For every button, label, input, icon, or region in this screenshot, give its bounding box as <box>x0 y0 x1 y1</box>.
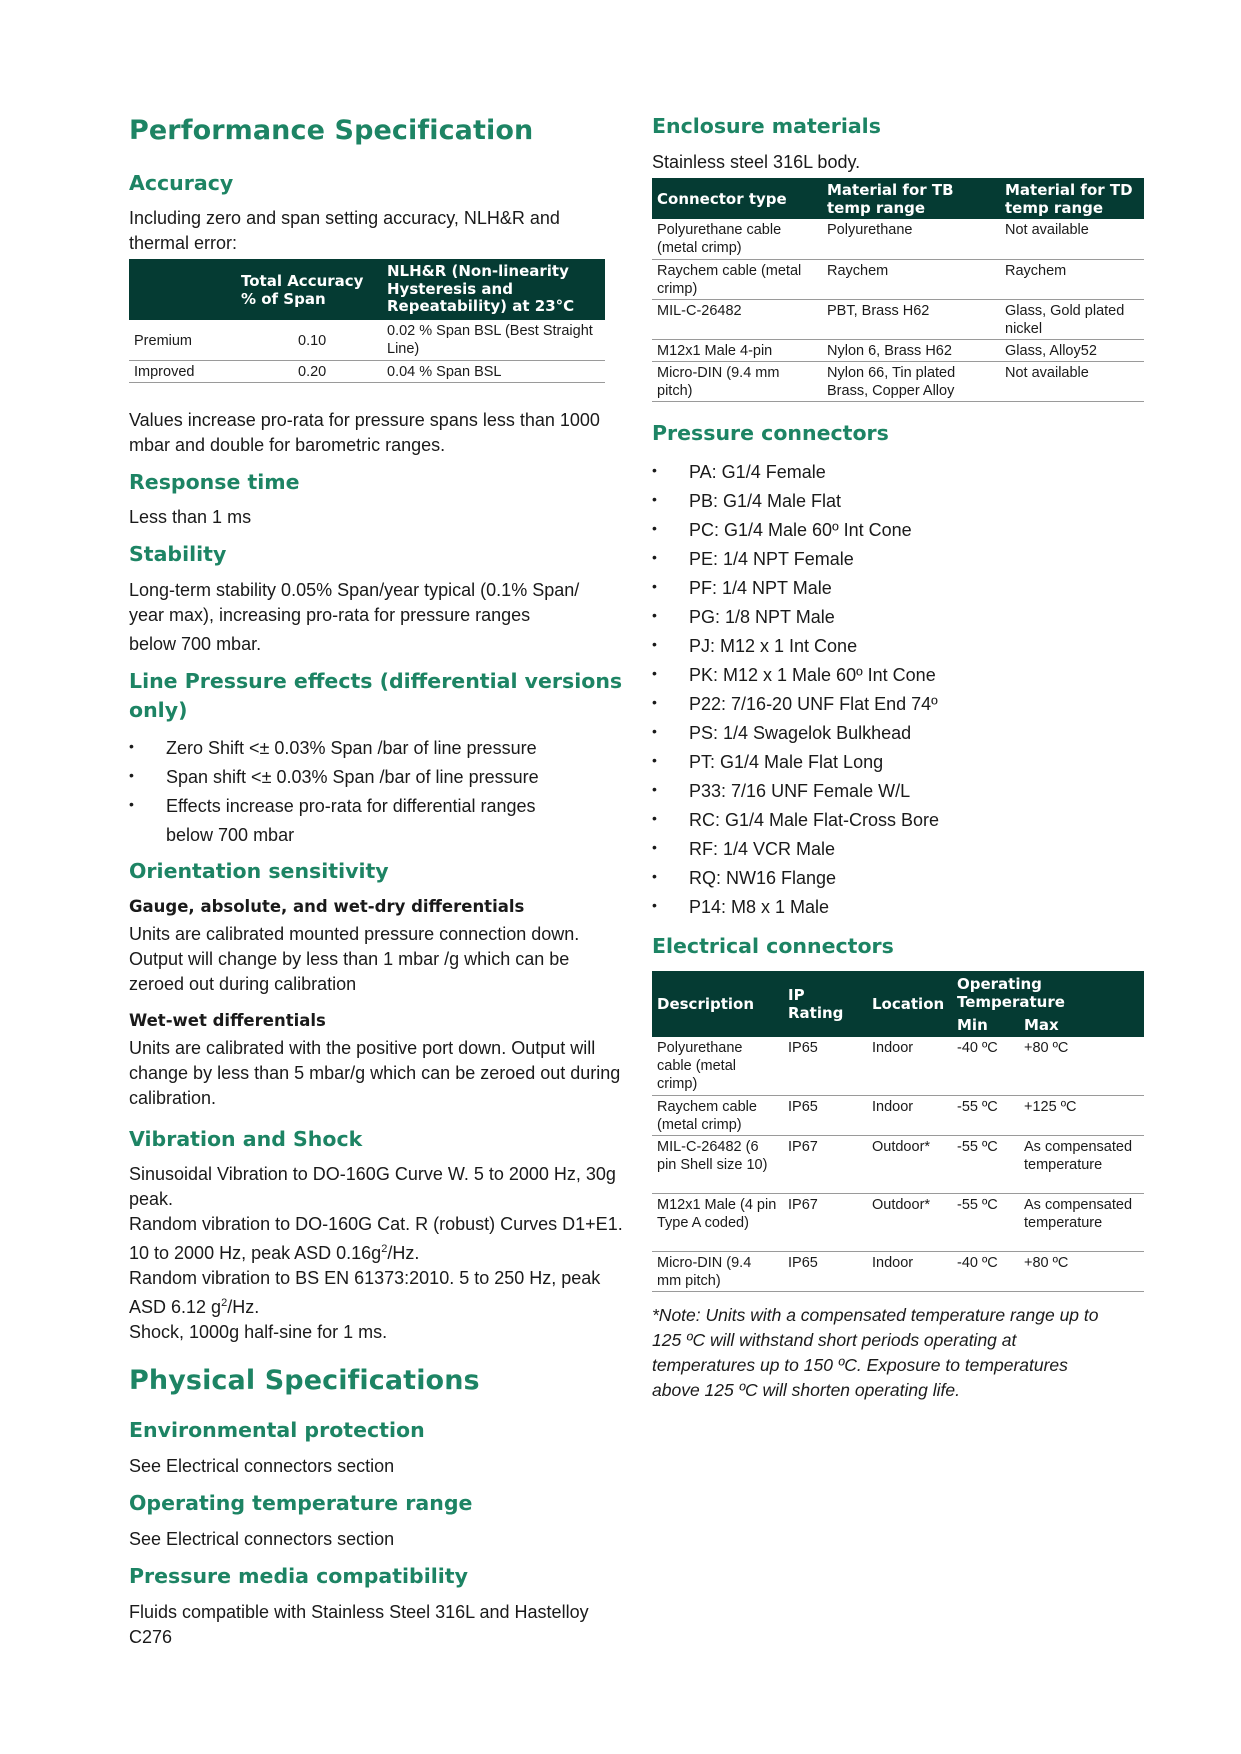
bullet: • <box>652 781 657 797</box>
enclosure-td: Glass, Gold plated nickel <box>1000 299 1144 339</box>
list-item <box>652 607 1132 636</box>
bullet: • <box>652 810 657 826</box>
electrical-table <box>652 971 1144 1292</box>
electrical-max: +80 ºC <box>1019 1037 1144 1095</box>
accuracy-table <box>129 259 605 383</box>
bullet: • <box>652 462 657 478</box>
electrical-col-min: Min <box>952 1013 1019 1037</box>
vibration-line-3-sup: 2 <box>221 1297 228 1309</box>
electrical-col-ip: IP Rating <box>783 971 867 1037</box>
list-item-text: PC: G1/4 Male 60º Int Cone <box>689 520 912 540</box>
accuracy-note: Values increase pro-rata for pressure spans less than 1000 mbar and double for barometric ranges. <box>129 410 600 455</box>
accuracy-col-total: Total Accuracy % of Span <box>236 259 382 320</box>
enclosure-td: Glass, Alloy52 <box>1000 339 1144 361</box>
list-item <box>652 810 1132 839</box>
accuracy-grade: Premium <box>129 320 236 360</box>
accuracy-nlhr: 0.04 % Span BSL <box>382 360 605 382</box>
electrical-ip: IP67 <box>783 1135 867 1193</box>
list-item-text: PA: G1/4 Female <box>689 462 826 482</box>
table-row <box>652 339 1144 361</box>
stability-line-1: Long-term stability 0.05% Span/year typical (0.1% Span/ <box>129 580 580 600</box>
orientation-text-2: Units are calibrated with the positive port down. Output will change by less than 5 mbar/g which can be zeroed out during calibration. <box>129 1038 621 1108</box>
electrical-description: MIL-C-26482 (6 pin Shell size 10) <box>652 1135 783 1193</box>
vibration-line-2-text: Random vibration to DO-160G Cat. R (robust) Curves D1+E1. 10 to 2000 Hz, peak ASD 0.16g <box>129 1214 623 1263</box>
enclosure-heading: Enclosure materials <box>652 114 881 138</box>
list-item <box>129 796 619 825</box>
table-row <box>652 1193 1144 1251</box>
table-row <box>652 219 1144 259</box>
enclosure-connector: Micro-DIN (9.4 mm pitch) <box>652 361 822 401</box>
table-row <box>129 320 605 360</box>
vibration-line-2-unit: /Hz. <box>387 1243 420 1263</box>
vibration-heading: Vibration and Shock <box>129 1127 363 1151</box>
enclosure-col-td: Material for TD temp range <box>1000 178 1144 219</box>
accuracy-grade: Improved <box>129 360 236 382</box>
orientation-heading: Orientation sensitivity <box>129 859 389 883</box>
bullet: • <box>129 796 134 812</box>
bullet: • <box>652 491 657 507</box>
electrical-ip: IP67 <box>783 1193 867 1251</box>
list-item-text: Zero Shift <± 0.03% Span /bar of line pressure <box>166 738 537 758</box>
line-pressure-heading-2: only) <box>129 698 188 722</box>
list-item <box>652 578 1132 607</box>
list-item <box>129 738 619 767</box>
orientation-sub-2: Wet-wet differentials <box>129 1011 326 1030</box>
list-item <box>652 897 1132 926</box>
list-item <box>652 694 1132 723</box>
electrical-min: -55 ºC <box>952 1135 1019 1193</box>
bullet: • <box>652 665 657 681</box>
line-pressure-heading-1: Line Pressure effects (differential versions <box>129 669 623 693</box>
bullet: • <box>652 520 657 536</box>
electrical-location: Indoor <box>867 1095 952 1135</box>
vibration-line-3-unit: /Hz. <box>227 1297 260 1317</box>
response-heading: Response time <box>129 470 300 494</box>
enclosure-tb: Nylon 66, Tin plated Brass, Copper Alloy <box>822 361 1000 401</box>
list-item <box>652 781 1132 810</box>
orientation-sub-1: Gauge, absolute, and wet-dry differentials <box>129 897 525 916</box>
bullet: • <box>652 839 657 855</box>
enclosure-td: Not available <box>1000 361 1144 401</box>
list-item-text: below 700 mbar <box>166 825 295 845</box>
list-item-text: PG: 1/8 NPT Male <box>689 607 835 627</box>
table-row <box>652 1095 1144 1135</box>
electrical-ip: IP65 <box>783 1095 867 1135</box>
bullet: • <box>129 767 134 783</box>
enclosure-connector: Polyurethane cable (metal crimp) <box>652 219 822 259</box>
enclosure-td: Raychem <box>1000 259 1144 299</box>
electrical-location: Outdoor* <box>867 1135 952 1193</box>
enclosure-td: Not available <box>1000 219 1144 259</box>
electrical-min: -40 ºC <box>952 1037 1019 1095</box>
table-row <box>129 360 605 382</box>
electrical-min: -40 ºC <box>952 1251 1019 1291</box>
electrical-col-description: Description <box>652 971 783 1037</box>
list-item-text: PS: 1/4 Swagelok Bulkhead <box>689 723 912 743</box>
enclosure-col-tb: Material for TB temp range <box>822 178 1000 219</box>
electrical-max: As compensated temperature <box>1019 1135 1144 1193</box>
enclosure-tb: PBT, Brass H62 <box>822 299 1000 339</box>
accuracy-total: 0.10 <box>236 320 382 360</box>
list-item-text: PF: 1/4 NPT Male <box>689 578 832 598</box>
list-item-text: Span shift <± 0.03% Span /bar of line pressure <box>166 767 539 787</box>
list-item-text: RQ: NW16 Flange <box>689 868 837 888</box>
table-row <box>652 1037 1144 1095</box>
enclosure-connector: M12x1 Male 4-pin <box>652 339 822 361</box>
electrical-description: Polyurethane cable (metal crimp) <box>652 1037 783 1095</box>
enclosure-tb: Raychem <box>822 259 1000 299</box>
electrical-description: Raychem cable (metal crimp) <box>652 1095 783 1135</box>
orientation-text-1: Units are calibrated mounted pressure connection down. Output will change by less than 1 mbar /g which can be zeroed out during calibration <box>129 924 580 994</box>
stability-heading: Stability <box>129 542 227 566</box>
list-item-text: PJ: M12 x 1 Int Cone <box>689 636 858 656</box>
list-item-text: RF: 1/4 VCR Male <box>689 839 836 859</box>
electrical-max: +80 ºC <box>1019 1251 1144 1291</box>
vibration-line-4: Shock, 1000g half-sine for 1 ms. <box>129 1322 388 1342</box>
response-text: Less than 1 ms <box>129 507 252 527</box>
list-item-text: PK: M12 x 1 Male 60º Int Cone <box>689 665 936 685</box>
performance-title: Performance Specification <box>129 115 534 146</box>
list-item-text: PE: 1/4 NPT Female <box>689 549 854 569</box>
electrical-note: *Note: Units with a compensated temperature range up to 125 ºC will withstand short periods operating at temperatures up to 150 ºC. Exposure to temperatures above 125 ºC will shorten operating life. <box>652 1305 1099 1400</box>
enclosure-tb: Nylon 6, Brass H62 <box>822 339 1000 361</box>
accuracy-intro: Including zero and span setting accuracy, NLH&R and thermal error: <box>129 208 560 253</box>
electrical-col-max: Max <box>1019 1013 1144 1037</box>
list-item-text: RC: G1/4 Male Flat-Cross Bore <box>689 810 940 830</box>
enclosure-connector: Raychem cable (metal crimp) <box>652 259 822 299</box>
list-item <box>129 767 619 796</box>
table-row <box>652 259 1144 299</box>
list-item-text: PT: G1/4 Male Flat Long <box>689 752 884 772</box>
electrical-max: +125 ºC <box>1019 1095 1144 1135</box>
environmental-text: See Electrical connectors section <box>129 1456 395 1476</box>
list-item-text: P33: 7/16 UNF Female W/L <box>689 781 911 801</box>
table-row <box>652 361 1144 401</box>
pressure-connectors-list <box>652 462 1132 926</box>
electrical-ip: IP65 <box>783 1037 867 1095</box>
list-item <box>652 549 1132 578</box>
bullet: • <box>652 723 657 739</box>
list-item <box>652 752 1132 781</box>
bullet: • <box>652 897 657 913</box>
bullet: • <box>652 752 657 768</box>
electrical-min: -55 ºC <box>952 1193 1019 1251</box>
accuracy-col-nlhr: NLH&R (Non-linearity Hysteresis and Repeatability) at 23°C <box>382 259 605 320</box>
electrical-ip: IP65 <box>783 1251 867 1291</box>
bullet: • <box>652 578 657 594</box>
electrical-description: M12x1 Male (4 pin Type A coded) <box>652 1193 783 1251</box>
list-item <box>652 868 1132 897</box>
enclosure-col-connector: Connector type <box>652 178 822 219</box>
operating-temp-heading: Operating temperature range <box>129 1491 473 1515</box>
table-row <box>652 1251 1144 1291</box>
accuracy-heading: Accuracy <box>129 171 234 195</box>
electrical-col-location: Location <box>867 971 952 1037</box>
media-heading: Pressure media compatibility <box>129 1564 468 1588</box>
enclosure-connector: MIL-C-26482 <box>652 299 822 339</box>
bullet: • <box>652 607 657 623</box>
enclosure-table <box>652 178 1144 402</box>
list-item-text: P22: 7/16-20 UNF Flat End 74º <box>689 694 938 714</box>
accuracy-nlhr: 0.02 % Span BSL (Best Straight Line) <box>382 320 605 360</box>
list-item <box>652 665 1132 694</box>
list-item <box>652 723 1132 752</box>
stability-line-3: below 700 mbar. <box>129 634 262 654</box>
electrical-location: Indoor <box>867 1037 952 1095</box>
stability-line-2: year max), increasing pro-rata for pressure ranges <box>129 605 531 625</box>
pressure-connectors-heading: Pressure connectors <box>652 421 889 445</box>
electrical-min: -55 ºC <box>952 1095 1019 1135</box>
enclosure-tb: Polyurethane <box>822 219 1000 259</box>
bullet: • <box>652 868 657 884</box>
list-item-text: P14: M8 x 1 Male <box>689 897 830 917</box>
vibration-line-3-text: Random vibration to BS EN 61373:2010. 5 to 250 Hz, peak ASD 6.12 g <box>129 1268 601 1317</box>
electrical-heading: Electrical connectors <box>652 934 894 958</box>
electrical-max: As compensated temperature <box>1019 1193 1144 1251</box>
accuracy-total: 0.20 <box>236 360 382 382</box>
bullet: • <box>129 738 134 754</box>
bullet: • <box>652 549 657 565</box>
electrical-location: Outdoor* <box>867 1193 952 1251</box>
list-item <box>652 636 1132 665</box>
electrical-description: Micro-DIN (9.4 mm pitch) <box>652 1251 783 1291</box>
enclosure-text: Stainless steel 316L body. <box>652 152 861 172</box>
accuracy-col-blank <box>129 259 236 320</box>
electrical-col-operating: Operating Temperature <box>952 971 1144 1013</box>
environmental-heading: Environmental protection <box>129 1418 425 1442</box>
physical-title: Physical Specifications <box>129 1365 480 1396</box>
list-item <box>652 462 1132 491</box>
list-item <box>652 839 1132 868</box>
vibration-line-2 <box>129 1212 629 1266</box>
list-item-continuation <box>129 825 619 854</box>
list-item-text: Effects increase pro-rata for differential ranges <box>166 796 536 816</box>
table-row <box>652 1135 1144 1193</box>
list-item <box>652 520 1132 549</box>
list-item <box>652 491 1132 520</box>
operating-temp-text: See Electrical connectors section <box>129 1529 395 1549</box>
media-text: Fluids compatible with Stainless Steel 316L and Hastelloy C276 <box>129 1602 589 1647</box>
vibration-line-1: Sinusoidal Vibration to DO-160G Curve W. 5 to 2000 Hz, 30g peak. <box>129 1164 616 1209</box>
table-row <box>652 299 1144 339</box>
vibration-line-3 <box>129 1266 629 1320</box>
list-item-text: PB: G1/4 Male Flat <box>689 491 842 511</box>
bullet: • <box>652 636 657 652</box>
electrical-location: Indoor <box>867 1251 952 1291</box>
line-pressure-list <box>129 738 619 854</box>
bullet: • <box>652 694 657 710</box>
vibration-text <box>129 1162 629 1345</box>
vibration-line-2-sup: 2 <box>381 1243 388 1255</box>
